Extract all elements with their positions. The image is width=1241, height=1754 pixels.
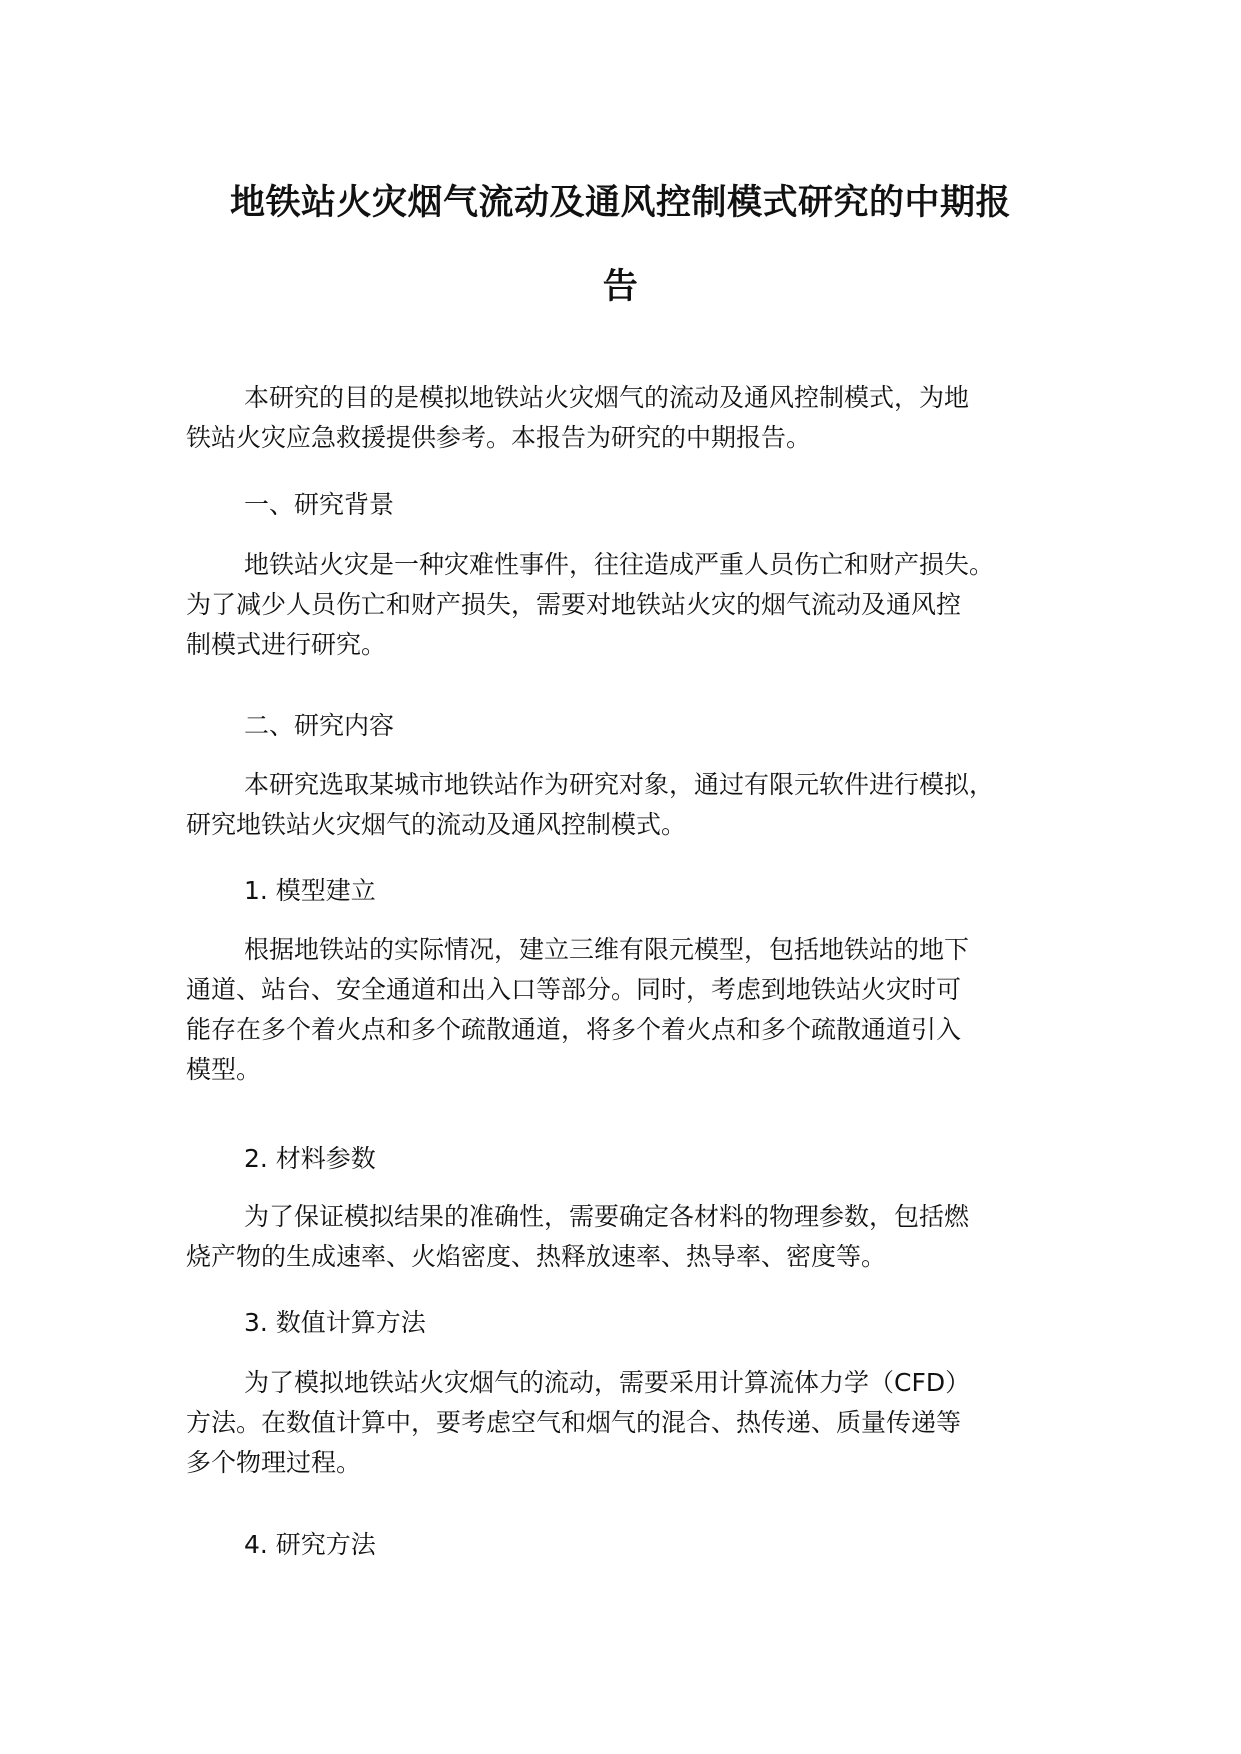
paragraph-line: 能存在多个着火点和多个疏散通道，将多个着火点和多个疏散通道引入 (186, 1015, 962, 1044)
paragraph-line: 铁站火灾应急救援提供参考。本报告为研究的中期报告。 (186, 423, 812, 452)
section-heading-content: 二、研究内容 (244, 711, 395, 740)
paragraph-line: 本研究选取某城市地铁站作为研究对象，通过有限元软件进行模拟， (244, 770, 995, 799)
paragraph-line: 通道、站台、安全通道和出入口等部分。同时，考虑到地铁站火灾时可 (186, 975, 962, 1004)
document-title-line-1: 地铁站火灾烟气流动及通风控制模式研究的中期报 (229, 183, 1011, 223)
paragraph-line: 方法。在数值计算中，要考虑空气和烟气的混合、热传递、质量传递等 (186, 1408, 962, 1437)
paragraph-materials (186, 1197, 1071, 1277)
paragraph-line: 为了减少人员伤亡和财产损失，需要对地铁站火灾的烟气流动及通风控 (186, 590, 962, 619)
subsection-heading-materials: 2. 材料参数 (244, 1144, 376, 1173)
paragraph-line: 研究地铁站火灾烟气的流动及通风控制模式。 (186, 810, 687, 839)
subsection-heading-model: 1. 模型建立 (244, 876, 376, 905)
paragraph-line: 制模式进行研究。 (186, 630, 387, 659)
paragraph-line: 模型。 (186, 1055, 262, 1084)
subsection-heading-methods: 4. 研究方法 (244, 1530, 376, 1559)
paragraph-line: 多个物理过程。 (186, 1448, 362, 1477)
paragraph-background (186, 545, 1071, 665)
paragraph-numerical (186, 1363, 1071, 1483)
paragraph-line: 为了保证模拟结果的准确性，需要确定各材料的物理参数，包括燃 (244, 1202, 970, 1231)
paragraph-content (186, 765, 1071, 845)
section-heading-background: 一、研究背景 (244, 490, 395, 519)
paragraph-line: 地铁站火灾是一种灾难性事件，往往造成严重人员伤亡和财产损失。 (244, 550, 995, 579)
paragraph-line: 烧产物的生成速率、火焰密度、热释放速率、热导率、密度等。 (186, 1242, 887, 1271)
paragraph-line: 为了模拟地铁站火灾烟气的流动，需要采用计算流体力学（CFD） (244, 1368, 971, 1397)
paragraph-line: 本研究的目的是模拟地铁站火灾烟气的流动及通风控制模式，为地 (244, 383, 970, 412)
document-title-line-2: 告 (602, 267, 639, 307)
paragraph-purpose (186, 378, 1071, 458)
paragraph-line: 根据地铁站的实际情况，建立三维有限元模型，包括地铁站的地下 (244, 935, 970, 964)
paragraph-model (186, 930, 1071, 1090)
subsection-heading-numerical: 3. 数值计算方法 (244, 1308, 426, 1337)
